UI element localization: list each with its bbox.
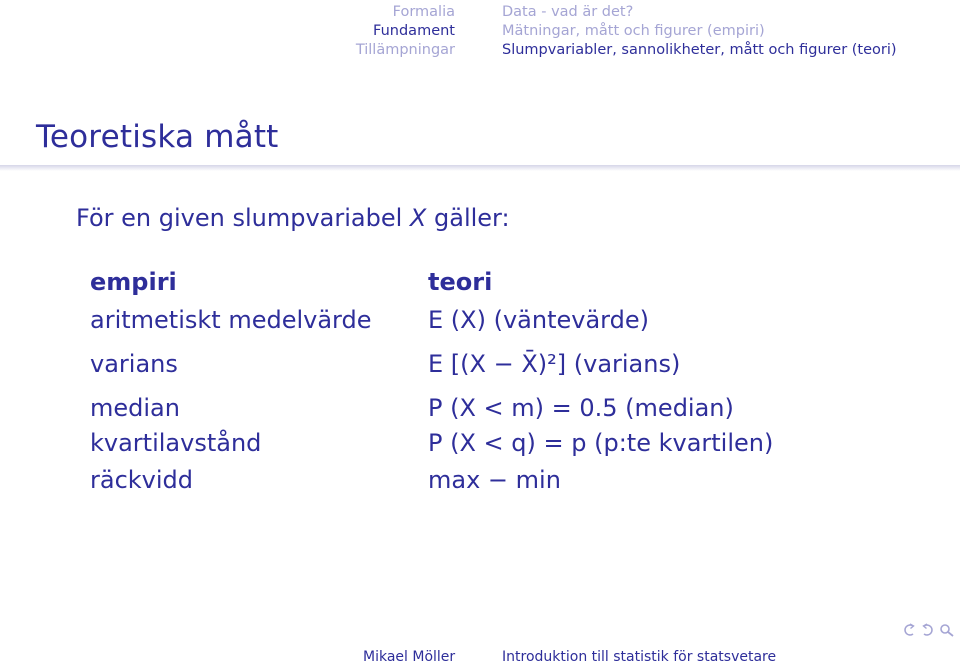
- empiri-row-median: median: [90, 394, 180, 422]
- teori-header: teori: [428, 268, 493, 296]
- slide-navigation-controls: [900, 620, 956, 640]
- teori-row-variance: E [(X − X̄)²] (varians): [428, 350, 681, 378]
- intro-prefix: För en given slumpvariabel: [76, 204, 403, 232]
- empiri-row-iqr: kvartilavstånd: [90, 429, 262, 457]
- header-navigation: [0, 0, 960, 60]
- empiri-row-mean: aritmetiskt medelvärde: [90, 306, 372, 334]
- empiri-row-variance: varians: [90, 350, 178, 378]
- empiri-row-range: räckvidd: [90, 466, 194, 494]
- subsection-nav: [502, 3, 897, 60]
- intro-suffix: gäller:: [434, 204, 510, 232]
- footer-course-title: Introduktion till statistik för statsvetare: [502, 649, 777, 665]
- teori-row-iqr: P (X < q) = p (p:te kvartilen): [428, 429, 774, 457]
- nav-section-tillampningar[interactable]: Tillämpningar: [355, 42, 455, 58]
- intro-variable: X: [409, 204, 427, 232]
- nav-section-formalia[interactable]: Formalia: [392, 4, 455, 20]
- intro-sentence: [76, 204, 510, 232]
- slide-title: Teoretiska mått: [36, 119, 279, 155]
- nav-subsection-data[interactable]: Data - vad är det?: [502, 4, 634, 20]
- teori-row-mean: E (X) (väntevärde): [428, 306, 649, 334]
- footer-author: Mikael Möller: [363, 649, 456, 665]
- nav-subsection-empiri[interactable]: Mätningar, mått och figurer (empiri): [502, 23, 765, 39]
- teori-row-range: max − min: [428, 466, 561, 494]
- arrow-left-icon[interactable]: [900, 622, 917, 639]
- section-nav: [356, 3, 455, 60]
- teori-row-median: P (X < m) = 0.5 (median): [428, 394, 734, 422]
- nav-section-fundament[interactable]: Fundament: [373, 23, 455, 39]
- nav-subsection-teori[interactable]: Slumpvariabler, sannolikheter, mått och figurer (teori): [502, 42, 897, 58]
- search-icon[interactable]: [938, 622, 955, 639]
- arrow-right-icon[interactable]: [919, 622, 936, 639]
- empiri-header: empiri: [90, 268, 177, 296]
- title-divider: [0, 165, 960, 171]
